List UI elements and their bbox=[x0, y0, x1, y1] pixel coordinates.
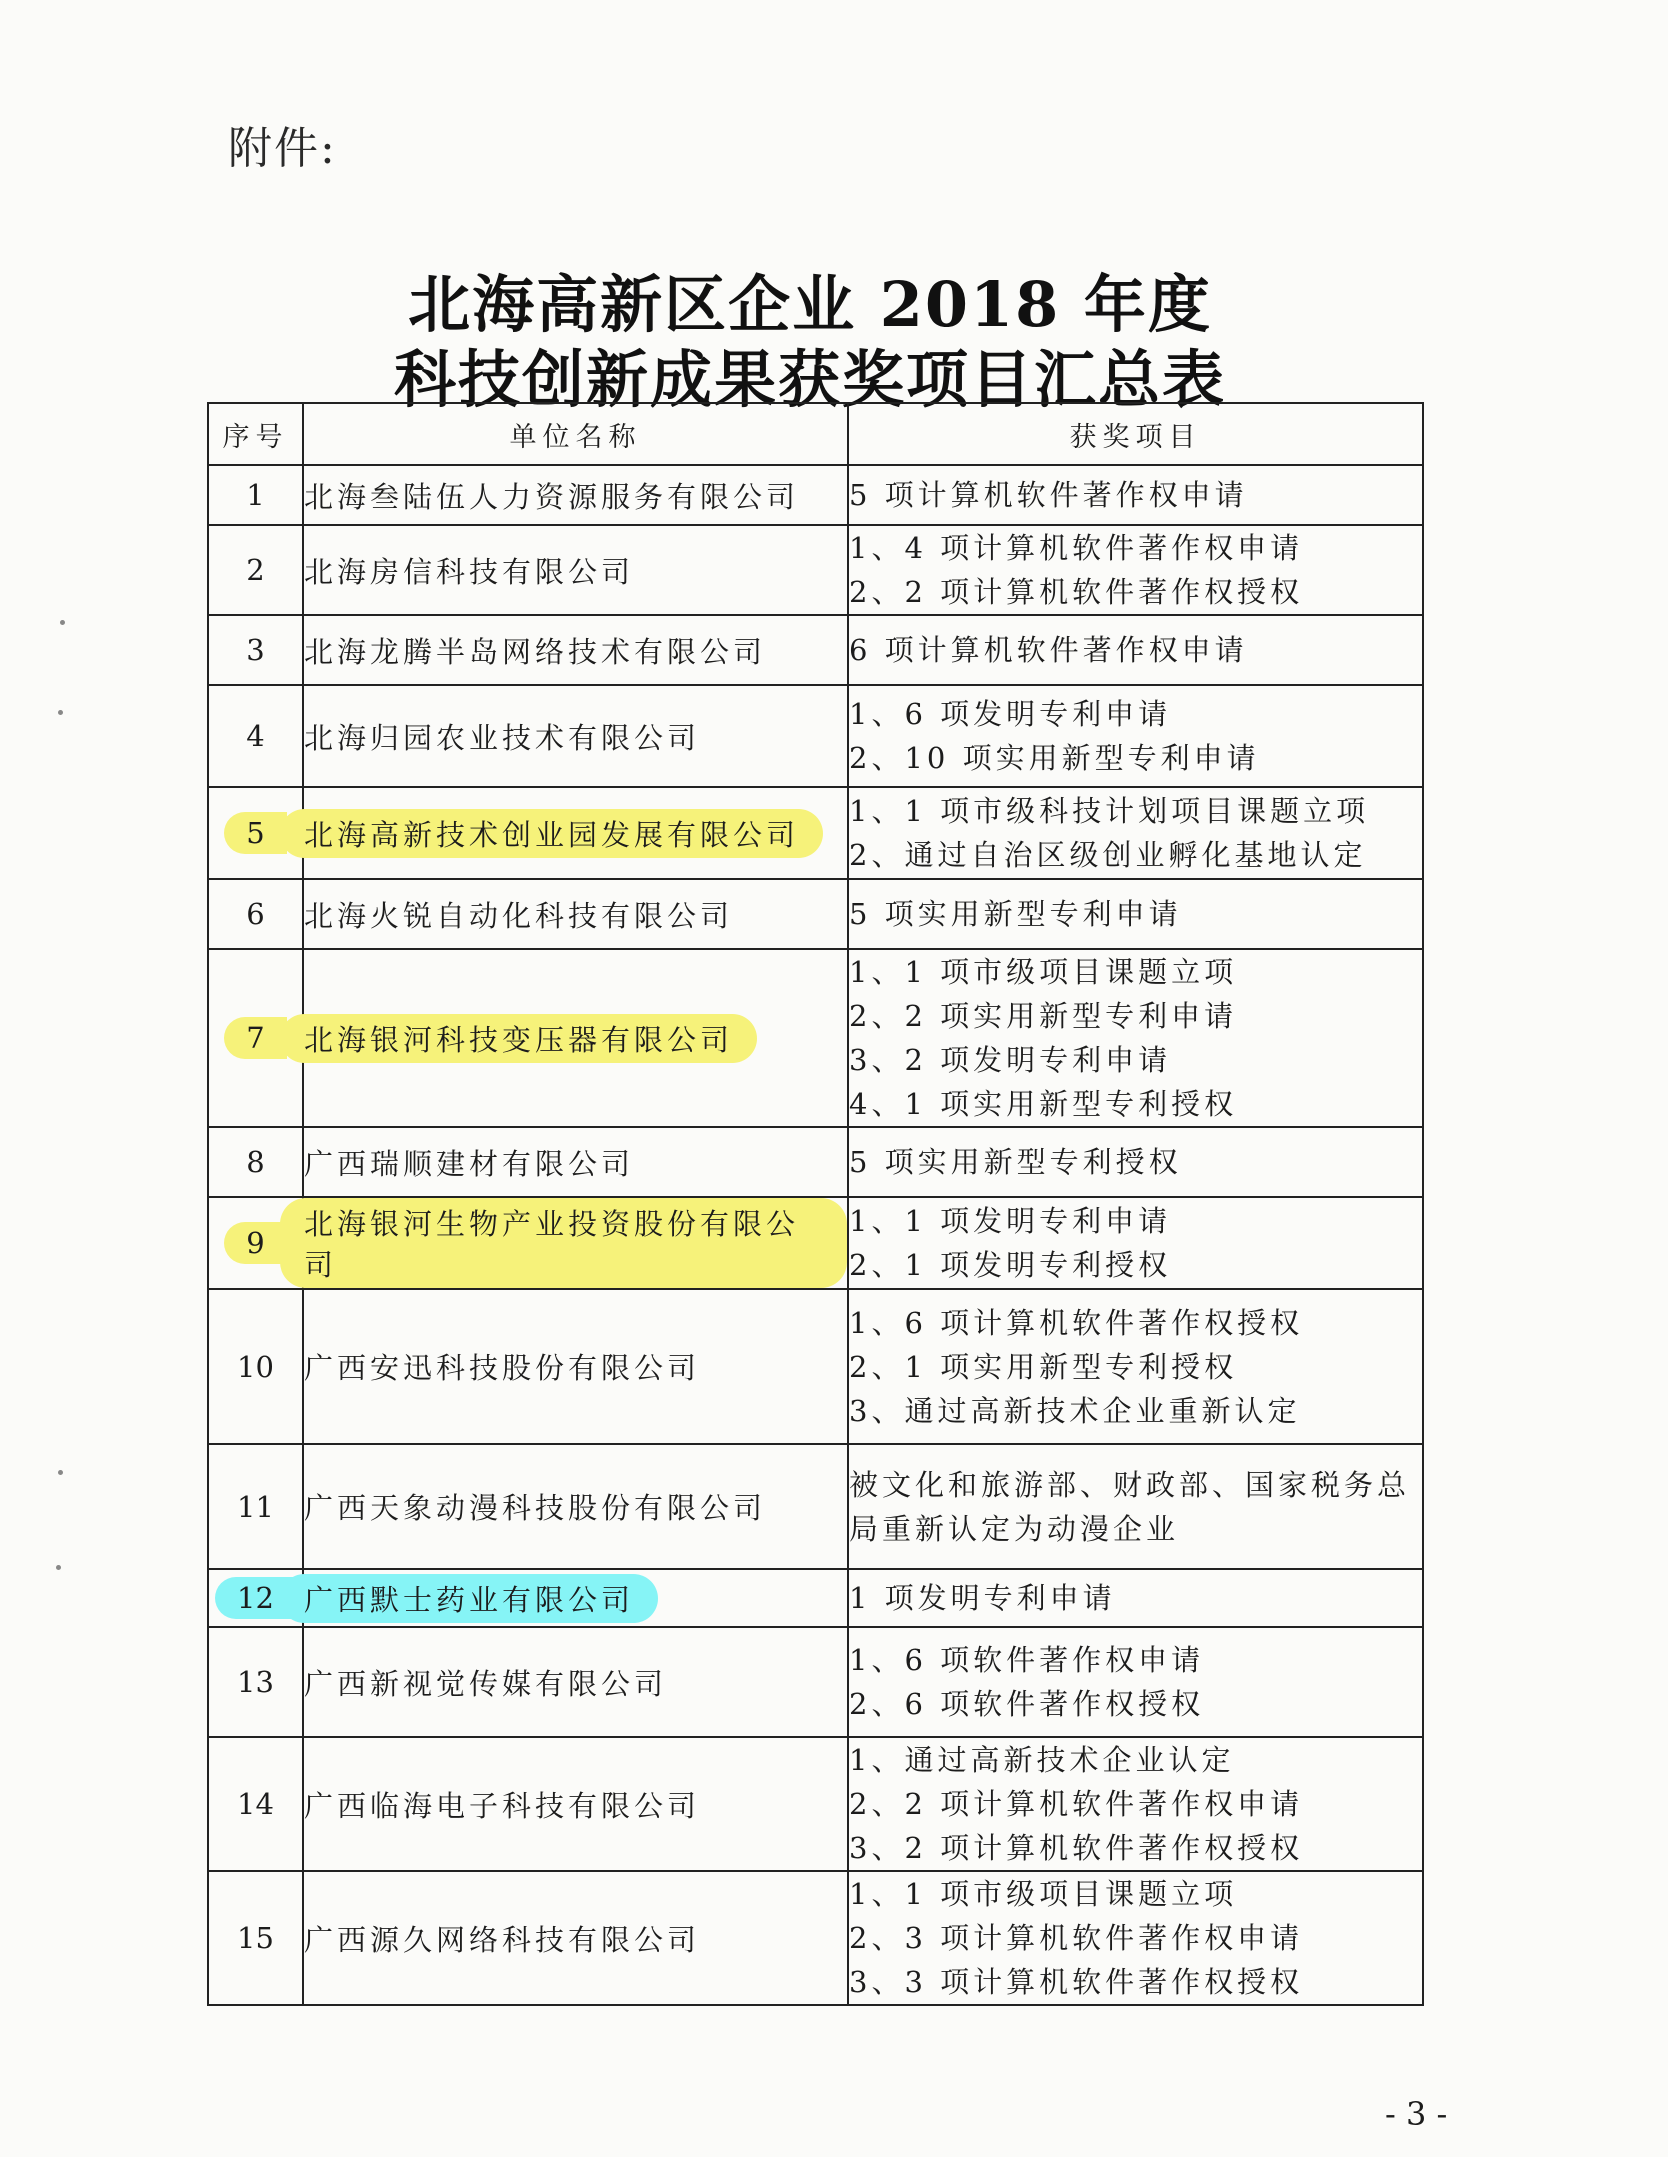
row-serial-number bbox=[208, 879, 303, 949]
award-item: 2、1 项发明专利授权 bbox=[849, 1248, 1172, 1282]
row-serial-number-text: 14 bbox=[237, 1787, 274, 1821]
row-unit-name bbox=[303, 1289, 848, 1444]
row-unit-name bbox=[303, 615, 848, 685]
award-item: 1、通过高新技术企业认定 bbox=[849, 1743, 1235, 1777]
row-serial-number-text: 1 bbox=[246, 478, 265, 512]
row-serial-number bbox=[208, 465, 303, 525]
row-unit-name-text: 北海火锐自动化科技有限公司 bbox=[304, 898, 734, 933]
table-body bbox=[208, 465, 1423, 2005]
row-serial-number-text: 5 bbox=[224, 812, 286, 854]
row-serial-number bbox=[208, 1444, 303, 1569]
header-serial-number: 序号 bbox=[208, 403, 303, 465]
award-item: 5 项实用新型专利授权 bbox=[849, 1145, 1182, 1179]
award-item: 2、6 项软件著作权授权 bbox=[849, 1687, 1205, 1721]
table-row bbox=[208, 615, 1423, 685]
row-award-items bbox=[848, 1871, 1423, 2005]
award-item: 2、通过自治区级创业孵化基地认定 bbox=[849, 838, 1367, 872]
row-serial-number bbox=[208, 1871, 303, 2005]
award-item: 2、2 项计算机软件著作权授权 bbox=[849, 575, 1304, 609]
award-item: 3、3 项计算机软件著作权授权 bbox=[849, 1965, 1304, 1999]
row-serial-number-text: 7 bbox=[224, 1017, 286, 1059]
row-award-items bbox=[848, 1569, 1423, 1627]
row-unit-name bbox=[303, 949, 848, 1127]
table-row bbox=[208, 1627, 1423, 1737]
table-row bbox=[208, 1737, 1423, 1871]
table-row bbox=[208, 1569, 1423, 1627]
table-row bbox=[208, 465, 1423, 525]
row-unit-name bbox=[303, 685, 848, 787]
row-unit-name bbox=[303, 787, 848, 879]
award-item: 5 项实用新型专利申请 bbox=[849, 897, 1182, 931]
row-unit-name-text: 广西瑞顺建材有限公司 bbox=[304, 1146, 635, 1181]
row-serial-number bbox=[208, 1127, 303, 1197]
highlighted-unit-name: 北海银河生物产业投资股份有限公司 bbox=[280, 1198, 847, 1288]
row-unit-name bbox=[303, 465, 848, 525]
document-title-line-1: 北海高新区企业 2018 年度 bbox=[408, 268, 1212, 341]
row-unit-name bbox=[303, 1569, 848, 1627]
row-serial-number-text: 13 bbox=[237, 1665, 274, 1699]
award-item: 2、3 项计算机软件著作权申请 bbox=[849, 1921, 1304, 1955]
table-row bbox=[208, 1197, 1423, 1289]
award-item: 1 项发明专利申请 bbox=[849, 1581, 1116, 1615]
row-serial-number bbox=[208, 685, 303, 787]
award-item: 1、4 项计算机软件著作权申请 bbox=[849, 531, 1304, 565]
row-serial-number-text: 15 bbox=[237, 1921, 274, 1955]
row-award-items bbox=[848, 1737, 1423, 1871]
awards-summary-table bbox=[207, 402, 1424, 2006]
row-unit-name-text: 广西新视觉传媒有限公司 bbox=[304, 1666, 668, 1701]
table-row bbox=[208, 787, 1423, 879]
row-unit-name bbox=[303, 1871, 848, 2005]
row-serial-number-text: 6 bbox=[246, 897, 265, 931]
award-item: 1、6 项软件著作权申请 bbox=[849, 1643, 1205, 1677]
row-award-items bbox=[848, 1127, 1423, 1197]
row-award-items bbox=[848, 1444, 1423, 1569]
row-serial-number bbox=[208, 1627, 303, 1737]
award-item: 3、通过高新技术企业重新认定 bbox=[849, 1393, 1301, 1428]
table-row bbox=[208, 1289, 1423, 1444]
row-unit-name-text: 北海叁陆伍人力资源服务有限公司 bbox=[304, 479, 800, 514]
award-item: 4、1 项实用新型专利授权 bbox=[849, 1087, 1238, 1121]
table-row bbox=[208, 949, 1423, 1127]
award-item: 1、6 项发明专利申请 bbox=[849, 697, 1172, 731]
row-serial-number bbox=[208, 525, 303, 615]
award-item: 1、1 项市级科技计划项目课题立项 bbox=[849, 794, 1370, 828]
attachment-label: 附件: bbox=[228, 123, 337, 174]
table-row bbox=[208, 1127, 1423, 1197]
scan-speck bbox=[58, 710, 63, 715]
award-item: 1、6 项计算机软件著作权授权 bbox=[849, 1305, 1304, 1340]
row-serial-number bbox=[208, 615, 303, 685]
highlighted-unit-name: 广西默士药业有限公司 bbox=[280, 1574, 658, 1623]
row-unit-name bbox=[303, 1444, 848, 1569]
row-serial-number-text: 10 bbox=[237, 1349, 274, 1384]
row-unit-name bbox=[303, 879, 848, 949]
row-serial-number-text: 4 bbox=[246, 719, 265, 753]
table-row bbox=[208, 1444, 1423, 1569]
header-award-items: 获奖项目 bbox=[848, 403, 1423, 465]
table-row bbox=[208, 1871, 1423, 2005]
row-award-items bbox=[848, 1289, 1423, 1444]
row-serial-number-text: 8 bbox=[246, 1145, 265, 1179]
award-item: 5 项计算机软件著作权申请 bbox=[849, 478, 1248, 512]
row-unit-name-text: 北海龙腾半岛网络技术有限公司 bbox=[304, 634, 767, 669]
row-unit-name-text: 广西安迅科技股份有限公司 bbox=[304, 1351, 701, 1385]
row-award-items bbox=[848, 879, 1423, 949]
table-header-row bbox=[208, 403, 1423, 465]
row-award-items bbox=[848, 787, 1423, 879]
row-unit-name-text: 广西天象动漫科技股份有限公司 bbox=[304, 1491, 767, 1525]
page-number: - 3 - bbox=[1385, 2095, 1448, 2133]
highlighted-unit-name: 北海高新技术创业园发展有限公司 bbox=[280, 809, 823, 858]
row-award-items bbox=[848, 685, 1423, 787]
award-item: 2、2 项计算机软件著作权申请 bbox=[849, 1787, 1304, 1821]
award-item: 1、1 项市级项目课题立项 bbox=[849, 955, 1238, 989]
award-item: 3、2 项计算机软件著作权授权 bbox=[849, 1831, 1304, 1865]
scan-speck bbox=[60, 620, 65, 625]
award-item: 被文化和旅游部、财政部、国家税务总局重新认定为动漫企业 bbox=[849, 1467, 1411, 1546]
row-unit-name-text: 广西临海电子科技有限公司 bbox=[304, 1788, 701, 1823]
row-unit-name bbox=[303, 1127, 848, 1197]
row-serial-number-text: 12 bbox=[215, 1577, 296, 1619]
award-item: 2、1 项实用新型专利授权 bbox=[849, 1349, 1238, 1384]
scan-speck bbox=[58, 1470, 63, 1475]
table-row bbox=[208, 685, 1423, 787]
row-unit-name bbox=[303, 525, 848, 615]
highlighted-unit-name: 北海银河科技变压器有限公司 bbox=[280, 1014, 757, 1063]
row-award-items bbox=[848, 615, 1423, 685]
row-unit-name-text: 北海归园农业技术有限公司 bbox=[304, 720, 701, 755]
document-title-line-2: 科技创新成果获奖项目汇总表 bbox=[393, 343, 1226, 416]
row-serial-number-text: 3 bbox=[246, 633, 265, 667]
row-serial-number-text: 11 bbox=[237, 1489, 274, 1524]
award-item: 1、1 项发明专利申请 bbox=[849, 1204, 1172, 1238]
award-item: 2、2 项实用新型专利申请 bbox=[849, 999, 1238, 1033]
row-award-items bbox=[848, 1197, 1423, 1289]
row-unit-name bbox=[303, 1627, 848, 1737]
table-row bbox=[208, 879, 1423, 949]
table-row bbox=[208, 525, 1423, 615]
row-serial-number bbox=[208, 1737, 303, 1871]
award-item: 1、1 项市级项目课题立项 bbox=[849, 1877, 1238, 1911]
row-serial-number bbox=[208, 1289, 303, 1444]
header-unit-name: 单位名称 bbox=[303, 403, 848, 465]
row-award-items bbox=[848, 1627, 1423, 1737]
award-item: 3、2 项发明专利申请 bbox=[849, 1043, 1172, 1077]
row-award-items bbox=[848, 525, 1423, 615]
row-serial-number-text: 2 bbox=[246, 553, 265, 587]
award-item: 6 项计算机软件著作权申请 bbox=[849, 633, 1248, 667]
row-unit-name-text: 广西源久网络科技有限公司 bbox=[304, 1922, 701, 1957]
row-award-items bbox=[848, 949, 1423, 1127]
row-unit-name-text: 北海房信科技有限公司 bbox=[304, 554, 635, 589]
row-award-items bbox=[848, 465, 1423, 525]
award-item: 2、10 项实用新型专利申请 bbox=[849, 741, 1260, 775]
scan-speck bbox=[56, 1565, 61, 1570]
row-serial-number-text: 9 bbox=[224, 1222, 286, 1264]
row-unit-name bbox=[303, 1197, 848, 1289]
row-unit-name bbox=[303, 1737, 848, 1871]
